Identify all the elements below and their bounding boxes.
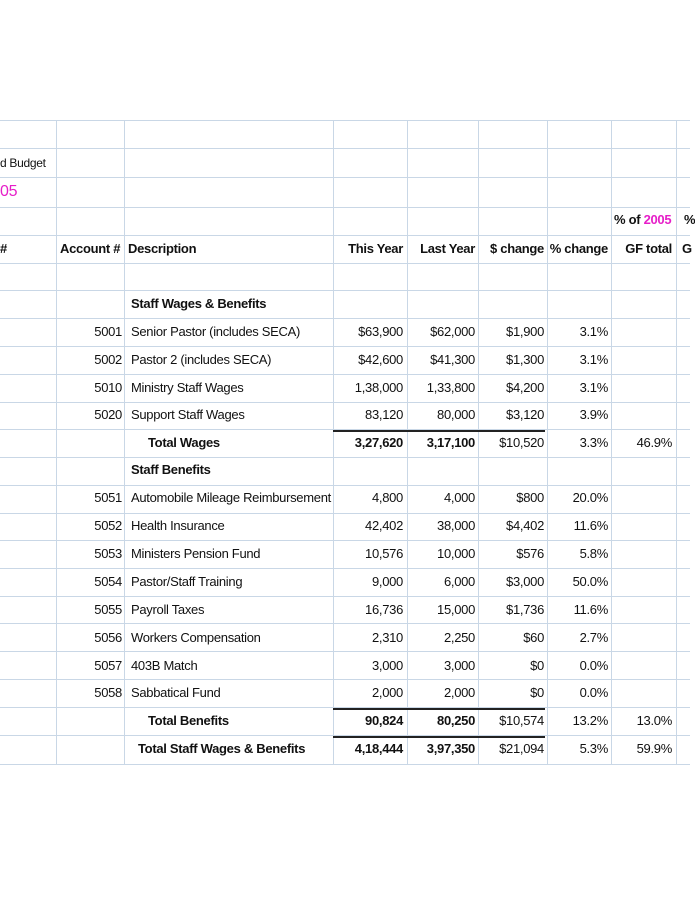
gf-total-cell: 59.9%: [636, 741, 672, 756]
gridline: [0, 513, 690, 514]
dollar-change-cell: $4,402: [506, 518, 544, 533]
dollar-change-cell: $1,736: [506, 602, 544, 617]
account-cell: 5057: [94, 658, 122, 673]
sheet-year: 05: [0, 183, 18, 200]
dollar-change-cell: $3,000: [506, 574, 544, 589]
last-year-cell: 3,17,100: [426, 435, 475, 450]
last-year-cell: 3,97,350: [426, 741, 475, 756]
account-cell: 5058: [94, 685, 122, 700]
last-year-cell: 6,000: [443, 574, 475, 589]
this-year-cell: 10,576: [365, 546, 403, 561]
column-header-pct-change: % change: [549, 241, 608, 256]
description-cell: Senior Pastor (includes SECA): [131, 324, 301, 339]
gridline: [0, 679, 690, 680]
description-cell: Sabbatical Fund: [131, 685, 221, 700]
this-year-cell: $42,600: [358, 352, 403, 367]
last-year-cell: $62,000: [430, 324, 475, 339]
description-cell: Payroll Taxes: [131, 602, 205, 617]
pct-change-cell: 3.3%: [579, 435, 608, 450]
this-year-cell: 2,310: [371, 630, 403, 645]
this-year-cell: 3,000: [371, 658, 403, 673]
last-year-cell: 80,250: [437, 713, 475, 728]
total-wages-rule: [333, 430, 545, 432]
column-header-gf-total: GF total: [625, 241, 672, 256]
gridline: [0, 596, 690, 597]
pct-change-cell: 3.9%: [579, 407, 608, 422]
dollar-change-cell: $1,300: [506, 352, 544, 367]
description-cell: Workers Compensation: [131, 630, 261, 645]
gridline: [0, 623, 690, 624]
pct-change-cell: 5.8%: [579, 546, 608, 561]
account-cell: 5051: [94, 490, 122, 505]
gridline: [0, 120, 690, 121]
pct-change-cell: 5.3%: [579, 741, 608, 756]
column-header-this-year: This Year: [348, 241, 403, 256]
section-heading-benefits: Staff Benefits: [131, 462, 211, 477]
account-cell: 5056: [94, 630, 122, 645]
dollar-change-cell: $21,094: [499, 741, 544, 756]
total-label: Total Wages: [148, 435, 220, 450]
column-header-dollar-change: $ change: [490, 241, 544, 256]
last-year-cell: $41,300: [430, 352, 475, 367]
gridline: [0, 148, 690, 149]
gridline: [0, 290, 690, 291]
account-cell: 5054: [94, 574, 122, 589]
dollar-change-cell: $4,200: [506, 380, 544, 395]
last-year-cell: 80,000: [437, 407, 475, 422]
gridline: [0, 346, 690, 347]
dollar-change-cell: $800: [516, 490, 544, 505]
gridline: [0, 207, 690, 208]
account-cell: 5001: [94, 324, 122, 339]
pct-change-cell: 0.0%: [579, 685, 608, 700]
gridline: [124, 120, 125, 765]
gridline: [0, 263, 690, 264]
total-label: Total Benefits: [148, 713, 229, 728]
pct-change-cell: 50.0%: [572, 574, 608, 589]
this-year-cell: 2,000: [371, 685, 403, 700]
column-header-last-year: Last Year: [420, 241, 475, 256]
dollar-change-cell: $576: [516, 546, 544, 561]
pct-change-cell: 3.1%: [579, 380, 608, 395]
this-year-cell: 4,18,444: [354, 741, 403, 756]
grand-total-rule: [333, 736, 545, 738]
section-heading-wages: Staff Wages & Benefits: [131, 296, 267, 311]
description-cell: 403B Match: [131, 658, 198, 673]
this-year-cell: 1,38,000: [354, 380, 403, 395]
column-header-account: Account #: [60, 241, 121, 256]
description-cell: Ministry Staff Wages: [131, 380, 244, 395]
sheet-title: d Budget: [0, 156, 46, 170]
gridline: [0, 318, 690, 319]
last-year-cell: 15,000: [437, 602, 475, 617]
this-year-cell: 42,402: [365, 518, 403, 533]
description-cell: Health Insurance: [131, 518, 225, 533]
gridline: [0, 402, 690, 403]
dollar-change-cell: $0: [530, 658, 544, 673]
cut-header-2: G: [682, 241, 692, 256]
gridline: [0, 457, 690, 458]
total-benefits-rule: [333, 708, 545, 710]
pct-change-cell: 11.6%: [573, 518, 608, 533]
column-header-description: Description: [128, 241, 197, 256]
description-cell: Automobile Mileage Reimbursement: [131, 490, 331, 505]
this-year-cell: 3,27,620: [354, 435, 403, 450]
this-year-cell: 90,824: [365, 713, 403, 728]
last-year-cell: 4,000: [443, 490, 475, 505]
cut-header-1: %: [684, 212, 695, 227]
this-year-cell: $63,900: [358, 324, 403, 339]
pct-of-header: [614, 213, 671, 227]
account-cell: 5010: [94, 380, 122, 395]
dollar-change-cell: $1,900: [506, 324, 544, 339]
account-cell: 5053: [94, 546, 122, 561]
gridline: [0, 540, 690, 541]
pct-of-label: % of: [614, 212, 641, 227]
account-cell: 5002: [94, 352, 122, 367]
pct-change-cell: 3.1%: [579, 352, 608, 367]
last-year-cell: 2,250: [443, 630, 475, 645]
dollar-change-cell: $3,120: [506, 407, 544, 422]
pct-change-cell: 2.7%: [579, 630, 608, 645]
last-year-cell: 38,000: [437, 518, 475, 533]
dollar-change-cell: $60: [523, 630, 544, 645]
description-cell: Pastor 2 (includes SECA): [131, 352, 272, 367]
total-label: Total Staff Wages & Benefits: [138, 741, 306, 756]
pct-change-cell: 13.2%: [572, 713, 608, 728]
gridline: [0, 568, 690, 569]
description-cell: Pastor/Staff Training: [131, 574, 243, 589]
gridline: [0, 651, 690, 652]
last-year-cell: 3,000: [443, 658, 475, 673]
this-year-cell: 9,000: [371, 574, 403, 589]
last-year-cell: 10,000: [437, 546, 475, 561]
gridline: [0, 235, 690, 236]
gridline: [56, 120, 57, 765]
description-cell: Support Staff Wages: [131, 407, 245, 422]
gf-total-cell: 46.9%: [636, 435, 672, 450]
pct-change-cell: 20.0%: [572, 490, 608, 505]
last-year-cell: 1,33,800: [426, 380, 475, 395]
this-year-cell: 4,800: [371, 490, 403, 505]
gridline: [0, 177, 690, 178]
pct-change-cell: 3.1%: [579, 324, 608, 339]
gridline: [676, 120, 677, 765]
this-year-cell: 16,736: [365, 602, 403, 617]
pct-change-cell: 11.6%: [573, 602, 608, 617]
gridline: [0, 764, 690, 765]
gf-total-cell: 13.0%: [636, 713, 672, 728]
gridline: [0, 485, 690, 486]
description-cell: Ministers Pension Fund: [131, 546, 261, 561]
account-cell: 5055: [94, 602, 122, 617]
gridline: [0, 374, 690, 375]
dollar-change-cell: $10,520: [499, 435, 544, 450]
pct-change-cell: 0.0%: [579, 658, 608, 673]
pct-of-year: 2005: [643, 212, 672, 227]
dollar-change-cell: $0: [530, 685, 544, 700]
account-cell: 5052: [94, 518, 122, 533]
account-cell: 5020: [94, 407, 122, 422]
dollar-change-cell: $10,574: [499, 713, 544, 728]
last-year-cell: 2,000: [443, 685, 475, 700]
column-header-hash: #: [0, 241, 7, 256]
this-year-cell: 83,120: [365, 407, 403, 422]
